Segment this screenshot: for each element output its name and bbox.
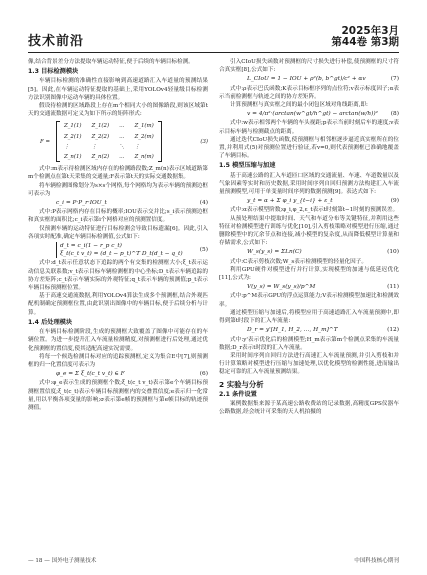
paragraph: 引入CIoU损失函数对预测框的尺寸损失进行补偿,使预测框的尺寸符合真实框[8],公式如下: bbox=[219, 59, 399, 74]
equation-number: (11) bbox=[387, 284, 399, 291]
paragraph: 式中:ρ表示巴氏函数;K表示目标框序列的点位符;v表示标度因子;α表示当前检测框与轨迹之间的协方差矩阵。 bbox=[219, 85, 399, 100]
equation-line: ξ_t(c_t v_t) = (d_t − p_t)^T D_t(d_t − q_t) bbox=[60, 251, 183, 258]
equation-12 bbox=[219, 325, 399, 335]
paragraph: 采用时间序列自回归方法进行高速汇入车流量预测,并引入剪枝和并行计算策略对模型进行压缩与加速处理,以优化模型的检测性能,进而输出稳定可靠的汇入车流量预测结果。 bbox=[219, 352, 399, 376]
section-heading-1-4: 1.4 后处理模块 bbox=[28, 318, 73, 326]
issue-info bbox=[331, 26, 399, 48]
matrix-cell: ⋱ bbox=[119, 143, 125, 150]
matrix-cell: Z_n(1) bbox=[63, 154, 82, 161]
matrix-cell: ⋮ bbox=[63, 143, 70, 150]
matrix-cell: … bbox=[119, 133, 125, 140]
equation-body: v = 4/π²·(arctan(w^gt/h^gt) − arctan(w/h))² bbox=[247, 111, 378, 118]
equation-number: (6) bbox=[199, 371, 208, 378]
equation-3 bbox=[28, 118, 208, 165]
equation-number: (5) bbox=[199, 247, 208, 254]
paragraph: 式中:w表示相邻两个车辆的车头视距;p表示当前时刻后车的速度;v表示目标车辆与检测截点的距离。 bbox=[219, 120, 399, 135]
paragraph: 基于高速公路的汇入车道匝口区域的交通流量、车速、车道数量以及气象因素等实时和历史数据,采用时间序列自回归预测方法构建汇入车流量预测模型,可用于单变量时间序列的数据预测[9]。表达式如下: bbox=[219, 172, 399, 196]
matrix-lhs: F = bbox=[40, 138, 50, 145]
equation-line: d_t = c_i(1 − r_p c_t) bbox=[60, 243, 122, 250]
matrix-cell: Z_1(2) bbox=[91, 123, 110, 130]
matrix-cell: Z_n(2) bbox=[91, 154, 110, 161]
paragraph: 式中:φ_e表示生成的预测框个数;ξ_t(c_t v_t)表示第e个车辆目标预测框置信度;ξ_t(c_t)表示车辆目标预测框内的交叠置信度;e表示归一化常量,用以平衡各项变量的影响;σ表示第e帧的预测框与第e帧目标的轨迹预测值。 bbox=[28, 380, 208, 411]
paragraph: 像,结合背景差分方法提取车辆运动特征,便于后续的车辆目标检测。 bbox=[28, 59, 194, 65]
paragraph: 将车辆检测图像划分为s×s个网格,每个网格均为表示车辆的预测边框可表示为 bbox=[28, 182, 208, 197]
paragraph: 将每一个候选检测目标对应的追踪预测框,定义为集合E中[7],则预测框的归一化置信度可表示为 bbox=[28, 353, 208, 368]
section-heading-2-1: 2.1 条件设置 bbox=[219, 390, 257, 398]
paragraph: 仅预测车辆的运动特征进行目标检测会导致目标遗漏[6]。因此,引入各项实时配准,确定车辆目标检测值,公式如下: bbox=[28, 225, 208, 240]
matrix bbox=[56, 121, 162, 162]
matrix-cell: … bbox=[119, 154, 125, 161]
equation-number: (4) bbox=[199, 200, 208, 207]
issue-volume: 第44卷 第3期 bbox=[331, 36, 399, 48]
section-heading-1-3: 1.3 目标检测模块 bbox=[28, 68, 79, 76]
paragraph: 计算预测框与真实框之间的最小闭包区域对角线距离,即: bbox=[230, 102, 368, 109]
paragraph: 案例数据集来源于某高速公路收费站的记录数据,高精度GPS仪器车公路数据,经会统计可采集的天人机拍摄的 bbox=[219, 400, 399, 416]
matrix-cell: … bbox=[119, 123, 125, 130]
equation-body: y_t = α + Σ φ_i y_{t−i} + ε_t bbox=[247, 198, 333, 205]
paragraph: 利用GPU硬件对模型进行并行计算,实现模型的加速与低延迟优化[11],公式为: bbox=[219, 266, 399, 282]
paragraph: 通过模型压缩与加速后,将模型应用于高速道路汇入车流量预测中,即得到第t时段下的汇入车流量: bbox=[219, 309, 399, 325]
paragraph: 从预处理结果中提取时间、天气和车道分布等关键特征,并利用这些特征对检测模型进行训练与优化[10],引入剪枝策略对模型进行压缩,通过删除模型中的冗余节点和连接,减小模型的复杂度,从而降低模型计算量和存储需求,公式如下: bbox=[219, 215, 399, 247]
section-heading-1-5: 1.5 模型压缩与加速 bbox=[219, 162, 276, 170]
equation-4 bbox=[28, 198, 208, 208]
footer-core-journal: 中国科技核心期刊 bbox=[354, 558, 399, 564]
equation-5 bbox=[28, 241, 208, 259]
equation-9 bbox=[219, 196, 399, 206]
paragraph: 式中:y'表示优化后的检测模型;H_m表示第m个检测点采集的车流量数据;D_r表示t时段的汇入车流量。 bbox=[219, 336, 399, 351]
matrix-cell: Z_2(2) bbox=[91, 133, 110, 140]
paragraph: 式中:P表示网格内存在目标的概率;IOU表示交并比;s_i表示预测边框和真实框的面积比;c_i表示第i个网格对应的预测置信度。 bbox=[28, 209, 208, 224]
bracket-right bbox=[158, 121, 162, 162]
paragraph: 式中:C表示剪枝次数;W_s表示检测模型的轻量化因子。 bbox=[230, 258, 367, 265]
equation-11 bbox=[219, 282, 399, 292]
journal-section-title: 技术前沿 bbox=[28, 34, 85, 49]
equation-body: φ_e = Σ ξ_t(c_t v_t) ∈ F bbox=[56, 371, 125, 378]
equation-number: (10) bbox=[387, 249, 399, 256]
footer-page-journal: — 18 — 国外电子测量技术 bbox=[28, 558, 97, 564]
equation-body: D_r = y'[H_1, H_2, …, H_m]^T bbox=[247, 327, 338, 334]
paragraph: 在车辆目标检测阶段,生成的预测框大致覆盖了图像中可能存在的车辆位置。为进一步提升汇入车流量检测精度,对预测框进行后处理,通过优化预测框的置信度,使其适配高速实况需要。 bbox=[28, 329, 208, 352]
paragraph: 式中:α表示模型阶数;φ_i,φ_2,ε_t表示t时刻第t−1时刻的预测误差。 bbox=[230, 207, 399, 214]
equation-body: c_i = P·P_r·IOU_t bbox=[56, 200, 107, 207]
equation-7 bbox=[219, 74, 399, 84]
equation-body: W_s(y_s) = ΣLn(C) bbox=[247, 249, 302, 256]
section-heading-2: 2 实验与分析 bbox=[219, 379, 264, 389]
paragraph: 通过迭代CIoU损失函数,使预测框与相邻框逐步逼近真实框所在的位置,并利用式(5)对预测位置进行验证,若v=0,则代表预测框已准确地覆盖了车辆目标。 bbox=[219, 136, 399, 160]
equation-system bbox=[56, 242, 183, 258]
page-header bbox=[28, 25, 399, 52]
header-rule bbox=[28, 52, 399, 53]
paragraph: 车辆目标检测的准确性直接影响到高速道路汇入车道量的预测结果[5]。因此,在车辆运动特征提取的基础上,采用YOLOv4轻量级目标检测方法识别图像中运动车辆的具体位置。 bbox=[28, 78, 208, 101]
equation-number: (7) bbox=[390, 76, 399, 83]
equation-number: (9) bbox=[390, 198, 399, 205]
matrix-cell: Z_2(1) bbox=[63, 133, 82, 140]
equation-body: V(y_s) = W_s(y_s)/p^M bbox=[247, 284, 316, 291]
equation-6 bbox=[28, 369, 208, 379]
matrix-cell: ⋮ bbox=[134, 143, 140, 150]
equation-8 bbox=[219, 109, 399, 119]
matrix-cell: Z_1(1) bbox=[63, 123, 82, 130]
equation-number: (8) bbox=[390, 111, 399, 118]
equation-body: L_CIoU = 1 − IOU + ρ²(b, b^gt)/c² + αv bbox=[247, 76, 366, 83]
right-column bbox=[219, 58, 399, 416]
equation-number: (12) bbox=[387, 327, 399, 334]
paragraph: 基于高速交通流数据,利用YOLOv4算法生成多个预测框,结合外观匹配机制确定预测框位置,由此识别出图像中的车辆目标,便于后续分析与计算。 bbox=[28, 293, 208, 316]
paragraph: 式中:p^M表示GPU的浮点运算能力;V表示检测模型加速比和检测效率。 bbox=[219, 293, 399, 308]
matrix-cell: Z_2(m) bbox=[134, 133, 154, 140]
matrix-cell: Z_1(m) bbox=[134, 123, 154, 130]
equation-number: (3) bbox=[200, 138, 208, 145]
paragraph: 式中:d_t表示任意状态下追踪的两个有交集的检测框大小;ξ_t表示运动信息关联系数;v_t表示目标车辆检测框的中心坐标;D_t表示车辆追踪的协方差矩阵;c_t表示车辆实际的外观特征;q_t表示车辆的预测值;p_t表示车辆目标预测框位置。 bbox=[28, 260, 208, 292]
paragraph: 式中:m表示待检测区域内存在的检测路段数;Z_m(n)表示区域道路第m个检测点在第t天采集的交通量;F表示第t天的实际交通数据集。 bbox=[28, 166, 208, 181]
matrix-cell: Z_n(m) bbox=[134, 154, 154, 161]
paragraph: 假设待检测的区域路段上存在m个相同大小的图像路段,则该区域第t天的交通流数据可定义为如下所示的矩阵形式: bbox=[28, 103, 208, 118]
issue-date: 2025年3月 bbox=[341, 25, 399, 37]
matrix-grid bbox=[60, 121, 158, 162]
equation-10 bbox=[219, 247, 399, 257]
matrix-cell: ⋮ bbox=[91, 143, 97, 150]
left-column bbox=[28, 58, 208, 412]
